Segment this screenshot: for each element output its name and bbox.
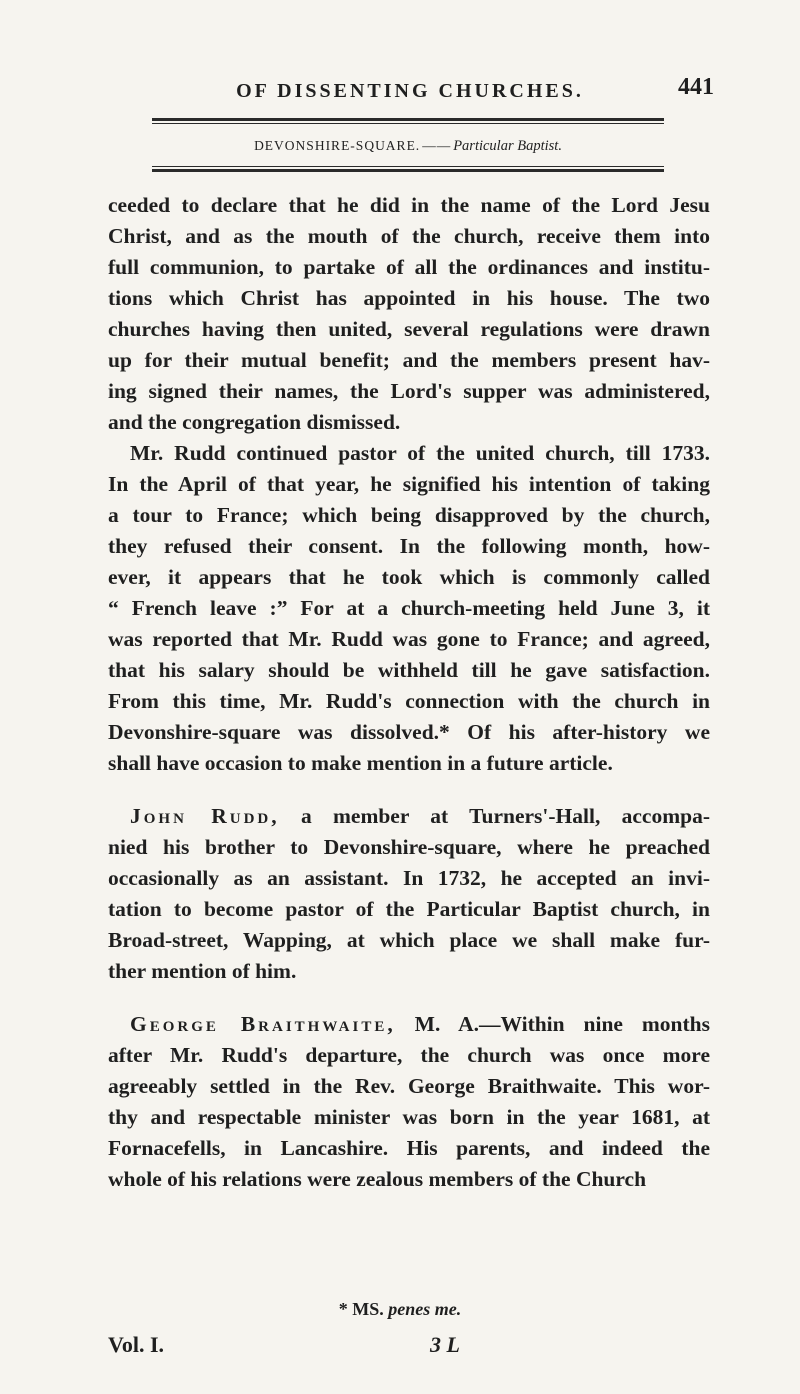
text-line: Fornacefells, in Lancashire. His parents, and indeed the [108,1136,710,1160]
text-line: Mr. Rudd continued pastor of the united church, till 1733. [130,441,710,465]
section-place: DEVONSHIRE-SQUARE. [254,138,421,153]
header-rule-thick-lower [152,169,664,172]
text-line: up for their mutual benefit; and the members present hav- [108,348,710,372]
page-number: 441 [678,74,714,100]
text-line: full communion, to partake of all the ordinances and institu- [108,255,710,279]
text-line: and the congregation dismissed. [108,410,401,434]
text-line: shall have occasion to make mention in a future article. [108,751,613,775]
header-rule-thin-lower [152,166,664,167]
text-line: churches having then united, several regulations were drawn [108,317,710,341]
paragraph-3 [108,801,710,987]
text-line: “ French leave :” For at a church-meeting held June 3, it [108,596,710,620]
text-line: In the April of that year, he signified his intention of taking [108,472,710,496]
text-run: a member at Turners'-Hall, accompa- [300,804,711,828]
signature-mark: 3 L [430,1332,460,1357]
paragraph-2 [108,438,710,779]
body-text [108,190,710,1195]
text-line [108,1009,710,1040]
text-line: whole of his relations were zealous members of the Church [108,1167,647,1191]
section-separator: —— [422,138,452,153]
text-line: Broad-street, Wapping, at which place we shall make fur- [108,928,710,952]
running-title: OF DISSENTING CHURCHES. [236,80,584,102]
text-line: ever, it appears that he took which is commonly called [108,565,710,589]
text-line: that his salary should be withheld till he gave satisfaction. [108,658,710,682]
text-line: tation to become pastor of the Particular Baptist church, in [108,897,710,921]
header-rule-thick [152,118,664,121]
text-line: nied his brother to Devonshire-square, where he preached [108,835,710,859]
text-run: M. A.—Within nine months [414,1012,710,1036]
footnote-text: penes me. [388,1299,462,1319]
text-line: a tour to France; which being disapproved by the church, [108,503,710,527]
text-line: tions which Christ has appointed in his house. The two [108,286,710,310]
text-line: ing signed their names, the Lord's supper was administered, [108,379,710,403]
text-line: after Mr. Rudd's departure, the church was once more [108,1043,710,1067]
text-line: Christ, and as the mouth of the church, receive them into [108,224,710,248]
footnote-marker: * MS. [338,1299,384,1319]
paragraph-spacer [108,987,710,1009]
text-line: From this time, Mr. Rudd's connection with the church in [108,689,710,713]
footnote [0,1299,800,1320]
text-line: agreeably settled in the Rev. George Braithwaite. This wor- [108,1074,710,1098]
header-rule-thin [152,123,664,124]
section-denomination: Particular Baptist. [453,138,562,154]
text-line: thy and respectable minister was born in the year 1681, at [108,1105,710,1129]
section-heading [152,138,664,155]
text-line: ther mention of him. [108,959,297,983]
paragraph-1 [108,190,710,438]
person-name: John Rudd, [130,804,280,828]
text-line: Devonshire-square was dissolved.* Of his after-history we [108,720,710,744]
text-line: ceeded to declare that he did in the name of the Lord Jesu [108,193,710,217]
text-line: occasionally as an assistant. In 1732, he accepted an invi- [108,866,710,890]
text-line: they refused their consent. In the following month, how- [108,534,710,558]
volume-label: Vol. I. [108,1332,165,1357]
text-line: was reported that Mr. Rudd was gone to France; and agreed, [108,627,710,651]
person-name: George Braithwaite, [130,1012,396,1036]
text-line [108,801,710,832]
paragraph-4 [108,1009,710,1195]
paragraph-spacer [108,779,710,801]
